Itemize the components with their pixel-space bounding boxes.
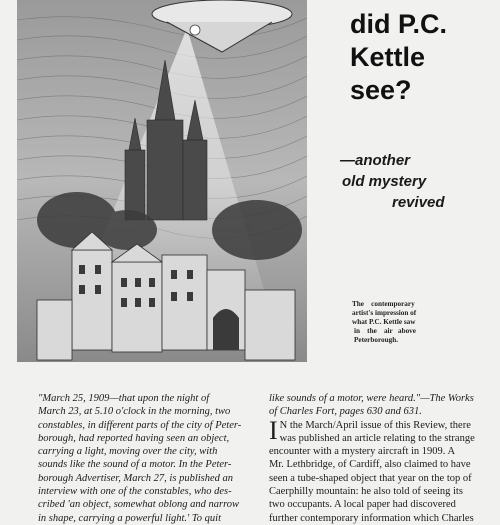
caption-line-2: artist's impression of: [352, 309, 417, 317]
body-right-line: further contemporary information which Charles: [269, 512, 474, 524]
caption-line-4: in the air above: [354, 327, 416, 335]
caption-line-1: The contemporary: [352, 300, 415, 308]
body-right-line: Mr. Lethbridge, of Cardiff, also claimed to have: [269, 459, 471, 471]
caption-line-3: what P.C. Kettle saw: [352, 318, 416, 326]
body-right-line: Caerphilly mountain: he also told of seeing its: [269, 486, 463, 498]
body-right-line: of Charles Fort, pages 630 and 631.: [269, 406, 422, 418]
body-right-line: seen a tube-shaped object that year on the top of: [269, 472, 472, 484]
quote-end: like sounds of a motor, were heard."—: [269, 393, 430, 404]
body-left-line: borough Advertiser, March 27, is published an: [38, 472, 234, 484]
body-right-line: encounter with a mystery aircraft in 1909. A: [269, 446, 456, 458]
caption-line-5: Peterborough.: [354, 336, 398, 344]
body-left-line: "March 25, 1909—that upon the night of: [38, 393, 210, 404]
headline: [350, 8, 498, 107]
book-title: The Works: [429, 393, 474, 404]
illustration-caption: [352, 300, 462, 345]
body-left-line: in shape, carrying a powerful light.' To quit: [38, 512, 221, 524]
body-column-left: [38, 392, 260, 525]
body-right-line: two occupants. A local paper had discovered: [269, 499, 456, 511]
body-left-line: interview with one of the constables, who des-: [38, 486, 232, 498]
artist-impression-illustration: [17, 0, 307, 362]
headline-line-3: see?: [350, 75, 412, 105]
body-left-line: cribed 'an object, somewhat oblong and narrow: [38, 499, 240, 511]
body-right-line: N the March/April issue of this Review, there: [279, 419, 471, 431]
headline-line-1: did P.C.: [350, 9, 448, 39]
body-left-line: constables, in different parts of the city of Peter-: [38, 419, 242, 431]
subhead-line-1: —another: [340, 152, 411, 169]
body-left-line: borough, had reported having seen an object,: [38, 432, 230, 444]
subheadline: [340, 150, 498, 213]
body-right-paragraph: [269, 415, 497, 525]
body-column-right: [269, 392, 497, 525]
body-left-line: carrying a light, moving over the city, with: [38, 446, 218, 458]
drop-cap: I: [269, 415, 278, 445]
body-right-line: [269, 392, 497, 405]
subhead-line-2: old mystery: [342, 173, 427, 190]
body-right-line: was published an article relating to the strange: [279, 432, 475, 444]
body-left-line: March 23, at 5.10 o'clock in the morning, two: [38, 406, 231, 418]
headline-line-2: Kettle: [350, 42, 426, 72]
subhead-line-3: revived: [392, 194, 445, 211]
body-left-line: sounds like the sound of a motor. In the Peter-: [38, 459, 232, 471]
